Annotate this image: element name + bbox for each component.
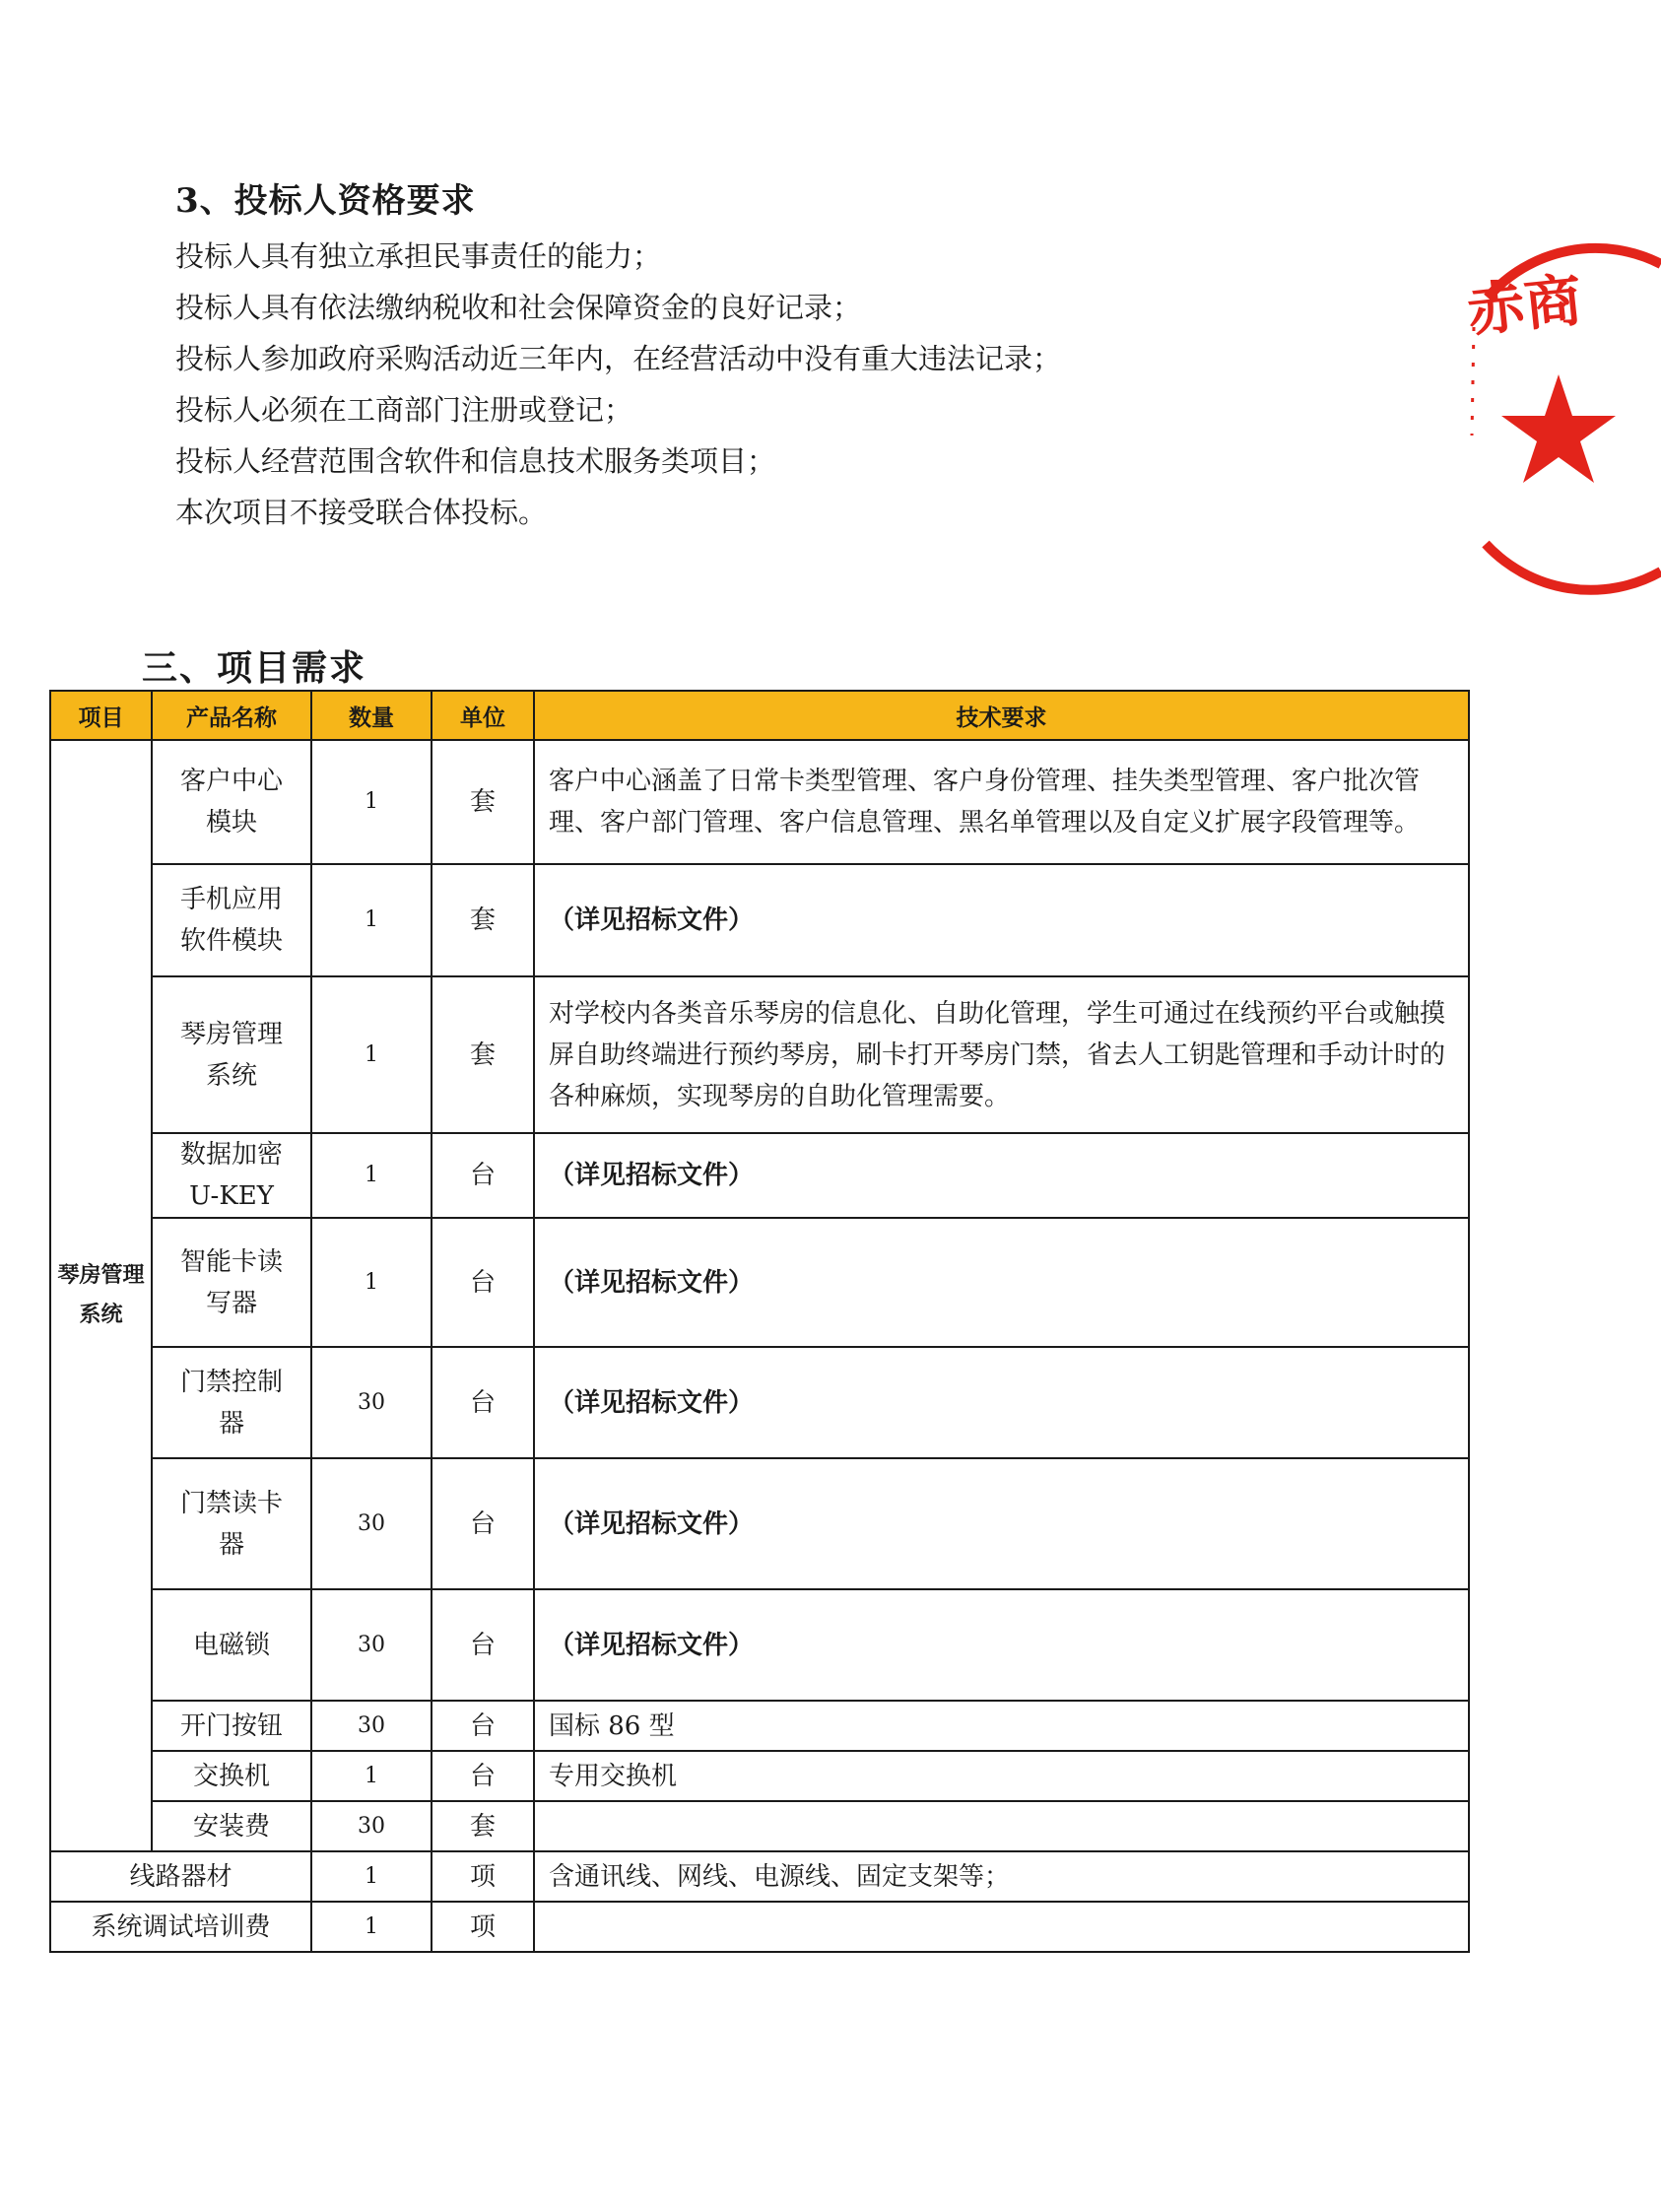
table-row <box>50 1458 1469 1589</box>
quantity-cell: 1 <box>311 1902 432 1952</box>
table-row <box>50 1801 1469 1851</box>
spec-cell: 专用交换机 <box>534 1751 1469 1801</box>
spec-cell: 含通讯线、网线、电源线、固定支架等； <box>534 1851 1469 1902</box>
quantity-cell: 30 <box>311 1701 432 1751</box>
requirements-table <box>49 690 1470 1953</box>
project-needs-heading: 三、项目需求 <box>142 647 367 689</box>
seal-text: 赤商 <box>1464 266 1585 345</box>
quantity-cell: 30 <box>311 1801 432 1851</box>
qualification-item: 投标人参加政府采购活动近三年内，在经营活动中没有重大违法记录； <box>175 342 1062 375</box>
spec-cell: （详见招标文件） <box>534 1589 1469 1701</box>
unit-cell: 台 <box>432 1589 534 1701</box>
spec-cell: 对学校内各类音乐琴房的信息化、自助化管理，学生可通过在线预约平台或触摸屏自助终端进行预约琴房，刷卡打开琴房门禁，省去人工钥匙管理和手动计时的各种麻烦，实现琴房的自助化管理需要。 <box>534 976 1469 1133</box>
unit-cell: 套 <box>432 976 534 1133</box>
table-row <box>50 1851 1469 1902</box>
spec-cell: 国标 86 型 <box>534 1701 1469 1751</box>
spec-cell: （详见招标文件） <box>534 1133 1469 1218</box>
spec-cell: （详见招标文件） <box>534 1458 1469 1589</box>
quantity-cell: 30 <box>311 1347 432 1458</box>
quantity-cell: 1 <box>311 1751 432 1801</box>
quantity-cell: 1 <box>311 1133 432 1218</box>
qualification-item: 投标人具有独立承担民事责任的能力； <box>175 239 662 273</box>
table-row <box>50 1133 1469 1218</box>
spec-cell <box>534 1801 1469 1851</box>
table-row <box>50 740 1469 864</box>
unit-cell: 台 <box>432 1458 534 1589</box>
col-header-unit: 单位 <box>432 691 534 740</box>
unit-cell: 台 <box>432 1218 534 1347</box>
spec-cell <box>534 1902 1469 1952</box>
unit-cell: 台 <box>432 1347 534 1458</box>
qualification-list <box>175 231 1061 538</box>
product-name-cell: 开门按钮 <box>152 1701 311 1751</box>
product-name-cell: 线路器材 <box>50 1851 311 1902</box>
qualification-item: 投标人具有依法缴纳税收和社会保障资金的良好记录； <box>175 291 862 324</box>
spec-cell: （详见招标文件） <box>534 1347 1469 1458</box>
quantity-cell: 1 <box>311 1851 432 1902</box>
table-row <box>50 864 1469 976</box>
qualification-item: 投标人必须在工商部门注册或登记； <box>175 393 633 427</box>
col-header-product-name: 产品名称 <box>152 691 311 740</box>
qualification-item: 投标人经营范围含软件和信息技术服务类项目； <box>175 444 776 478</box>
product-name-cell: 系统调试培训费 <box>50 1902 311 1952</box>
official-seal-icon <box>1464 258 1661 579</box>
product-name-cell: 交换机 <box>152 1751 311 1801</box>
spec-cell: （详见招标文件） <box>534 864 1469 976</box>
col-header-item: 项目 <box>50 691 152 740</box>
unit-cell: 套 <box>432 740 534 864</box>
table-row <box>50 1902 1469 1952</box>
table-header-row <box>50 691 1469 740</box>
product-name-cell: 电磁锁 <box>152 1589 311 1701</box>
quantity-cell: 1 <box>311 976 432 1133</box>
spec-cell: （详见招标文件） <box>534 1218 1469 1347</box>
quantity-cell: 1 <box>311 864 432 976</box>
product-name-cell: 门禁读卡器 <box>152 1458 311 1589</box>
product-name-cell: 客户中心模块 <box>152 740 311 864</box>
table-row <box>50 1701 1469 1751</box>
table-row <box>50 976 1469 1133</box>
group-name-cell: 琴房管理系统 <box>50 740 152 1851</box>
quantity-cell: 1 <box>311 1218 432 1347</box>
qualification-item: 本次项目不接受联合体投标。 <box>175 496 548 529</box>
unit-cell: 台 <box>432 1751 534 1801</box>
section3-heading: 3、投标人资格要求 <box>175 181 476 221</box>
unit-cell: 项 <box>432 1902 534 1952</box>
unit-cell: 台 <box>432 1701 534 1751</box>
product-name-cell: 琴房管理系统 <box>152 976 311 1133</box>
quantity-cell: 1 <box>311 740 432 864</box>
unit-cell: 台 <box>432 1133 534 1218</box>
product-name-cell: 数据加密U-KEY <box>152 1133 311 1218</box>
quantity-cell: 30 <box>311 1458 432 1589</box>
product-name-cell: 门禁控制器 <box>152 1347 311 1458</box>
table-row <box>50 1589 1469 1701</box>
quantity-cell: 30 <box>311 1589 432 1701</box>
col-header-quantity: 数量 <box>311 691 432 740</box>
spec-cell: 客户中心涵盖了日常卡类型管理、客户身份管理、挂失类型管理、客户批次管理、客户部门管理、客户信息管理、黑名单管理以及自定义扩展字段管理等。 <box>534 740 1469 864</box>
col-header-tech-requirements: 技术要求 <box>534 691 1469 740</box>
table-row <box>50 1218 1469 1347</box>
table-row <box>50 1347 1469 1458</box>
product-name-cell: 安装费 <box>152 1801 311 1851</box>
product-name-cell: 手机应用软件模块 <box>152 864 311 976</box>
unit-cell: 项 <box>432 1851 534 1902</box>
unit-cell: 套 <box>432 864 534 976</box>
unit-cell: 套 <box>432 1801 534 1851</box>
product-name-cell: 智能卡读写器 <box>152 1218 311 1347</box>
table-row <box>50 1751 1469 1801</box>
